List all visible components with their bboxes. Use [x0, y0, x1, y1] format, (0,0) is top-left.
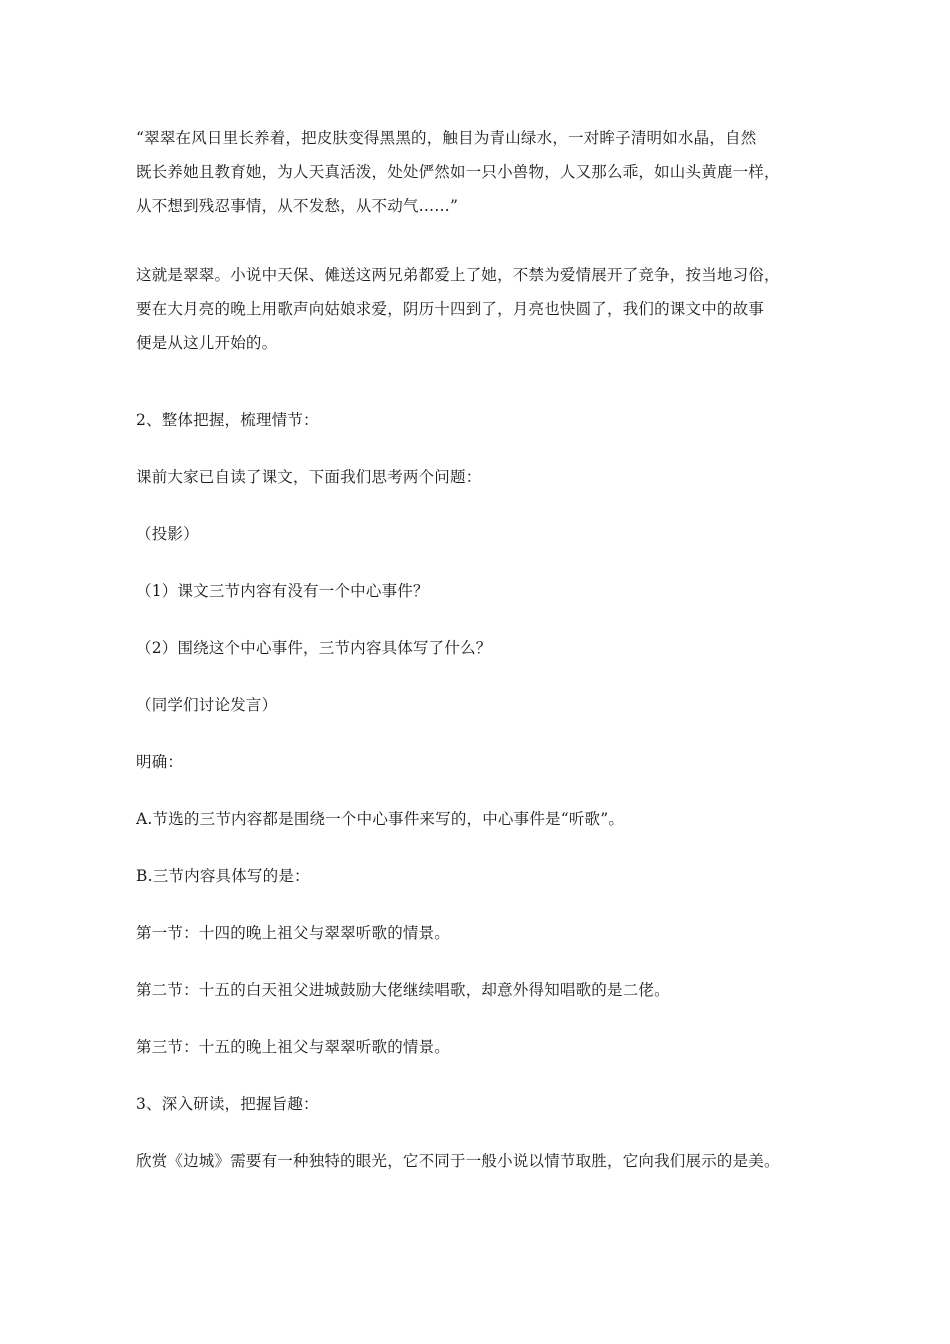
intro-line-3: 便是从这儿开始的。 [136, 334, 278, 352]
question-1: （1）课文三节内容有没有一个中心事件？ [136, 582, 429, 600]
section-three: 第三节：十五的晚上祖父与翠翠听歌的情景。 [136, 1038, 451, 1056]
quote-paragraph [136, 121, 826, 223]
intro-paragraph [136, 258, 826, 360]
section2-intro: 课前大家已自读了课文，下面我们思考两个问题： [136, 468, 482, 486]
question-2: （2）围绕这个中心事件，三节内容具体写了什么？ [136, 639, 492, 657]
quote-line-1: “翠翠在风日里长养着，把皮肤变得黑黑的，触目为青山绿水，一对眸子清明如水晶，自然 [136, 129, 757, 147]
clarify-label: 明确： [136, 753, 184, 771]
section-two: 第二节：十五的白天祖父进城鼓励大佬继续唱歌，却意外得知唱歌的是二佬。 [136, 981, 670, 999]
projection-note: （投影） [136, 525, 199, 543]
section2-heading: 2、整体把握，梳理情节： [136, 411, 319, 429]
quote-line-3: 从不想到残忍事情，从不发愁，从不动气……” [136, 197, 459, 215]
intro-line-1: 这就是翠翠。小说中天保、傩送这两兄弟都爱上了她，不禁为爱情展开了竞争，按当地习俗， [136, 266, 780, 284]
answer-b: B.三节内容具体写的是： [136, 867, 310, 885]
section3-intro: 欣赏《边城》需要有一种独特的眼光，它不同于一般小说以情节取胜，它向我们展示的是美。 [136, 1152, 780, 1170]
intro-line-2: 要在大月亮的晚上用歌声向姑娘求爱，阴历十四到了，月亮也快圆了，我们的课文中的故事 [136, 300, 765, 318]
section3-heading: 3、深入研读，把握旨趣： [136, 1095, 319, 1113]
section-one: 第一节：十四的晚上祖父与翠翠听歌的情景。 [136, 924, 451, 942]
discussion-note: （同学们讨论发言） [136, 696, 278, 714]
quote-line-2: 既长养她且教育她，为人天真活泼，处处俨然如一只小兽物，人又那么乖，如山头黄鹿一样， [136, 163, 780, 181]
answer-a: A.节选的三节内容都是围绕一个中心事件来写的，中心事件是“听歌”。 [136, 810, 625, 828]
